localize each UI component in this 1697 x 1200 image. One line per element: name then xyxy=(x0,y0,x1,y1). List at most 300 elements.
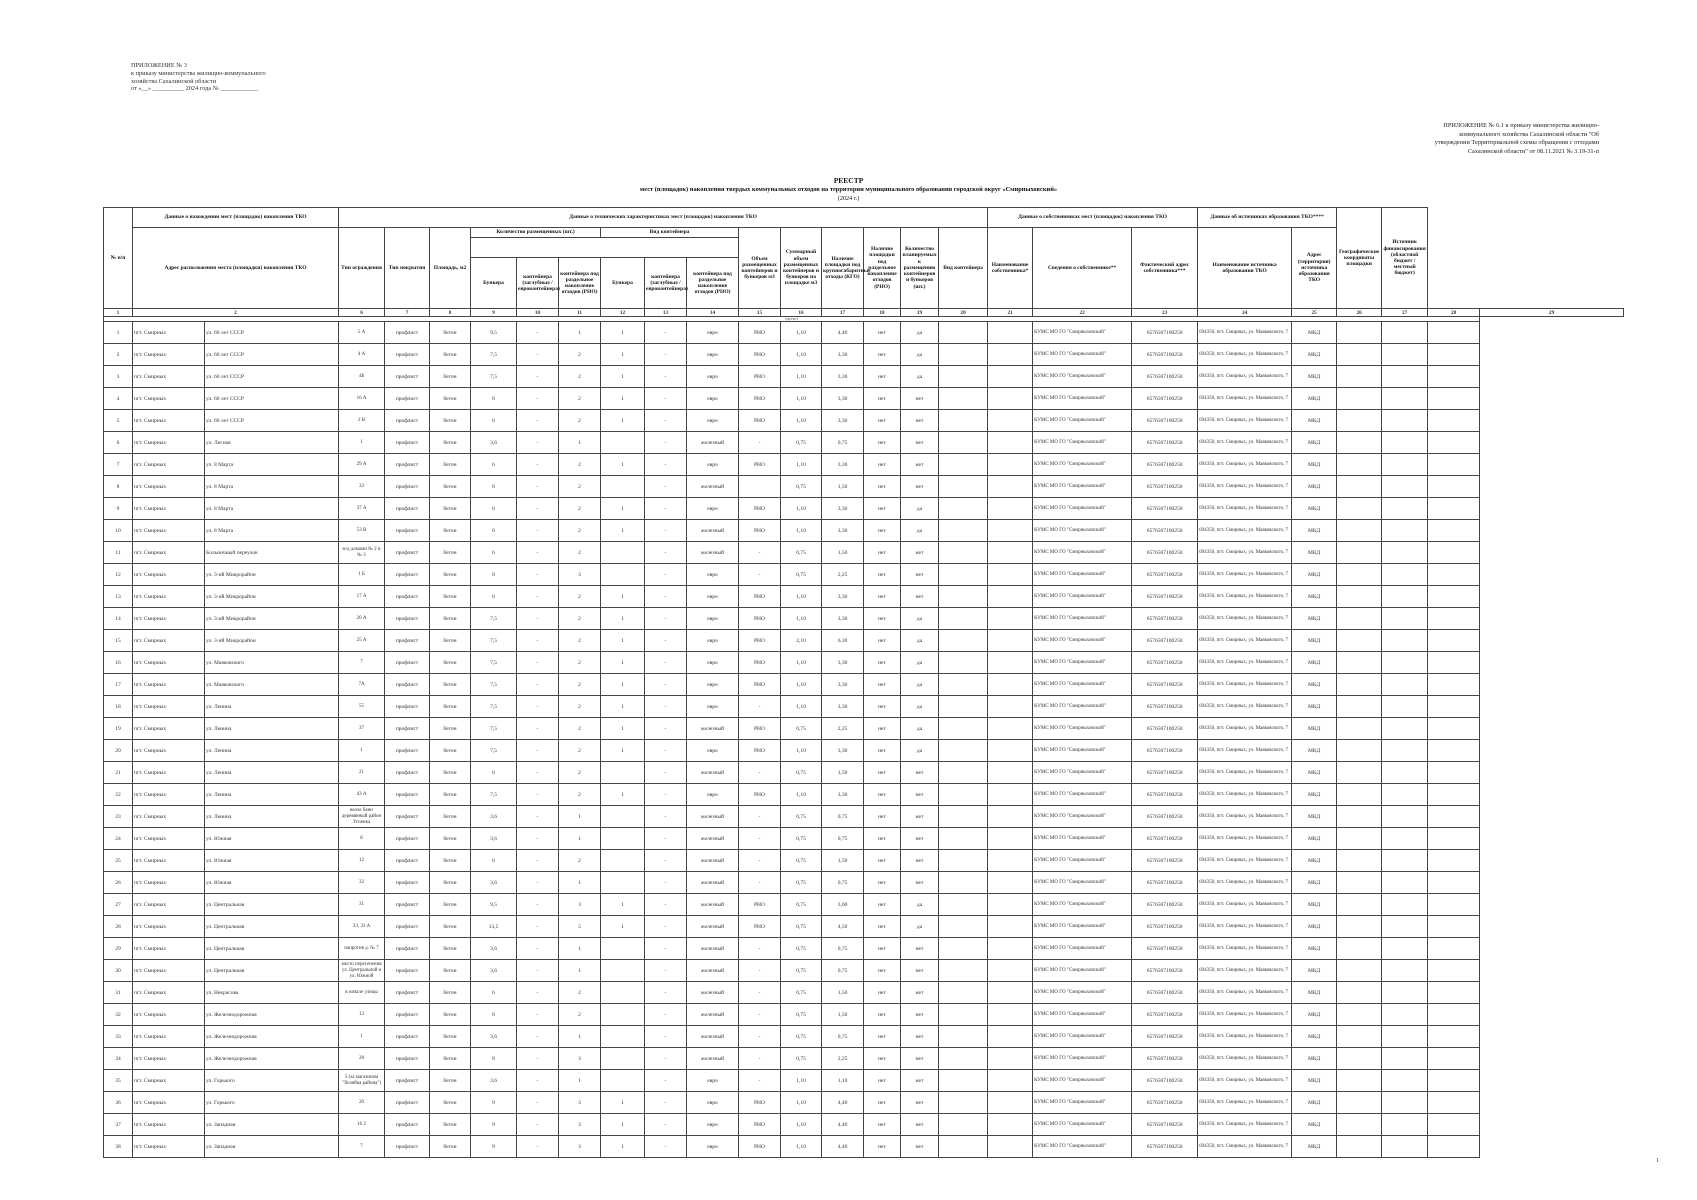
cell-owner-address: 694350, пгт. Смирных, ул. Маяковского, 7 xyxy=(1198,784,1292,806)
cell-source-address xyxy=(1337,608,1382,630)
cell-settlement: пгт. Смирных xyxy=(133,498,205,520)
cell-total-volume: 2,25 xyxy=(822,564,864,586)
cell-containers: 2 xyxy=(559,696,601,718)
cell-bunker: - xyxy=(517,366,559,388)
cell-kind-bunker: - xyxy=(645,432,687,454)
cell-owner-address: 694350, пгт. Смирных, ул. Маяковского, 7 xyxy=(1198,542,1292,564)
cell-bunker: - xyxy=(517,982,559,1004)
cell-street: ул. 3-ий Микрорайон xyxy=(205,608,339,630)
cell-containers-rno: 1 xyxy=(601,410,645,432)
cell-total-volume: 6,30 xyxy=(822,630,864,652)
cell-cover: бетон xyxy=(430,784,471,806)
cell-kind-rno: - xyxy=(739,982,781,1004)
cell-containers-rno xyxy=(601,850,645,872)
cell-source-address xyxy=(1337,410,1382,432)
cell-bunker: - xyxy=(517,718,559,740)
cell-geo xyxy=(1382,1026,1428,1048)
cell-rno-area: да xyxy=(901,520,939,542)
cell-planned-count xyxy=(939,410,988,432)
cell-containers: 2 xyxy=(559,388,601,410)
cell-planned-count xyxy=(939,476,988,498)
cell-planned-count xyxy=(939,828,988,850)
cell-geo xyxy=(1382,564,1428,586)
cell-area: 6 xyxy=(471,982,517,1004)
cell-kind-container: евро xyxy=(687,1092,739,1114)
cell-bunker: - xyxy=(517,630,559,652)
cell-finance xyxy=(1428,542,1480,564)
cell-fence: профлист xyxy=(385,388,430,410)
cell-total-volume: 3,30 xyxy=(822,586,864,608)
cell-containers: 3 xyxy=(559,564,601,586)
cell-planned-count xyxy=(939,344,988,366)
cell-planned-kind xyxy=(988,564,1033,586)
cell-containers: 1 xyxy=(559,1026,601,1048)
cell-rno-area: нет xyxy=(901,1136,939,1158)
cell-geo xyxy=(1382,1114,1428,1136)
cell-kind-rno: - xyxy=(739,806,781,828)
row-number: 24 xyxy=(104,828,133,850)
cell-street: ул. Ленина xyxy=(205,784,339,806)
cell-house: 1 Б xyxy=(339,564,385,586)
cell-kind-bunker: - xyxy=(645,872,687,894)
cell-total-volume: 1,50 xyxy=(822,542,864,564)
cell-rno-area: да xyxy=(901,322,939,344)
column-number: 26 xyxy=(1337,309,1382,317)
cell-owner-info: 6576507100250 xyxy=(1132,982,1198,1004)
cell-total-volume: 0,75 xyxy=(822,872,864,894)
cell-finance xyxy=(1428,696,1480,718)
header-owner-info: Сведения о собственнике** xyxy=(1033,228,1132,309)
cell-fence: профлист xyxy=(385,1136,430,1158)
cell-geo xyxy=(1382,366,1428,388)
cell-containers-rno: 1 xyxy=(601,366,645,388)
cell-source-name: МКД xyxy=(1292,388,1337,410)
cell-finance xyxy=(1428,674,1480,696)
cell-cover: бетон xyxy=(430,740,471,762)
cell-kind-rno: - xyxy=(739,960,781,982)
appendix-line: Сахалинской области" от 08.11.2021 № 3.19-31-п xyxy=(1467,147,1599,155)
cell-planned-kind xyxy=(988,1136,1033,1158)
cell-area: 6 xyxy=(471,520,517,542)
cell-kind-bunker: - xyxy=(645,1070,687,1092)
appendix-line: коммунального хозяйства Сахалинской области "Об xyxy=(1459,130,1599,138)
cell-source-address xyxy=(1337,762,1382,784)
cell-source-address xyxy=(1337,1092,1382,1114)
cell-geo xyxy=(1382,696,1428,718)
cell-kind-rno: - xyxy=(739,872,781,894)
cell-bunker: - xyxy=(517,322,559,344)
table-row xyxy=(104,894,1624,916)
row-number: 25 xyxy=(104,850,133,872)
cell-containers: 2 xyxy=(559,784,601,806)
header-address: Адрес расположения места (площадки) накопления ТКО xyxy=(133,228,339,309)
cell-owner-name: КУМС МО ГО "Смирныховский" xyxy=(1033,1070,1132,1092)
header-containers: контейнера (заглубные / евроконтейнера) xyxy=(517,258,559,309)
row-number: 29 xyxy=(104,938,133,960)
row-number: 9 xyxy=(104,498,133,520)
cell-kind-rno: - xyxy=(739,938,781,960)
cell-settlement: пгт. Смирных xyxy=(133,476,205,498)
cell-source-name: МКД xyxy=(1292,674,1337,696)
table-row xyxy=(104,586,1624,608)
cell-total-volume: 3,30 xyxy=(822,784,864,806)
cell-geo xyxy=(1382,674,1428,696)
header-fence-type: Тип ограждения xyxy=(339,228,385,309)
cell-planned-count xyxy=(939,872,988,894)
cell-fence: профлист xyxy=(385,410,430,432)
header-group-owner: Данные о собственниках мест (площадок) накопления ТКО xyxy=(988,208,1198,228)
cell-containers: 3 xyxy=(559,894,601,916)
column-number: 9 xyxy=(471,309,517,317)
cell-rno-area: нет xyxy=(901,454,939,476)
cell-finance xyxy=(1428,938,1480,960)
cell-source-name: МКД xyxy=(1292,1004,1337,1026)
header-group-sources: Данные об источниках образования ТКО**** xyxy=(1198,208,1337,228)
cell-containers-rno: 1 xyxy=(601,454,645,476)
cell-finance xyxy=(1428,564,1480,586)
cell-planned-kind xyxy=(988,476,1033,498)
table-row xyxy=(104,498,1624,520)
cell-containers-rno: 1 xyxy=(601,674,645,696)
cell-geo xyxy=(1382,410,1428,432)
cell-settlement: пгт. Смирных xyxy=(133,916,205,938)
cell-planned-kind xyxy=(988,806,1033,828)
table-row xyxy=(104,1114,1624,1136)
column-number: 23 xyxy=(1132,309,1198,317)
cell-settlement: пгт. Смирных xyxy=(133,344,205,366)
cell-rno-area: нет xyxy=(901,388,939,410)
table-row xyxy=(104,564,1624,586)
cell-rno-area: да xyxy=(901,674,939,696)
cell-planned-kind xyxy=(988,828,1033,850)
cell-cover: бетон xyxy=(430,454,471,476)
cell-house: 20 xyxy=(339,1092,385,1114)
cell-kind-bunker: - xyxy=(645,608,687,630)
header-group-location: Данные о нахождении мест (площадок) накопления ТКО xyxy=(133,208,339,228)
cell-planned-kind xyxy=(988,696,1033,718)
cell-rno-area: нет xyxy=(901,872,939,894)
cell-owner-name: КУМС МО ГО "Смирныховский" xyxy=(1033,542,1132,564)
cell-finance xyxy=(1428,762,1480,784)
cell-area: 7,5 xyxy=(471,718,517,740)
cell-planned-kind xyxy=(988,960,1033,982)
cell-kgo: нет xyxy=(864,410,901,432)
cell-owner-name: КУМС МО ГО "Смирныховский" xyxy=(1033,894,1132,916)
cell-area: 8 xyxy=(471,564,517,586)
cell-owner-address: 694350, пгт. Смирных, ул. Маяковского, 7 xyxy=(1198,850,1292,872)
cell-area: 6 xyxy=(471,476,517,498)
cell-owner-address: 694350, пгт. Смирных, ул. Маяковского, 7 xyxy=(1198,454,1292,476)
cell-kind-bunker: - xyxy=(645,1048,687,1070)
cell-owner-info: 6576507100250 xyxy=(1132,740,1198,762)
cell-area: 3,6 xyxy=(471,432,517,454)
cell-settlement: пгт. Смирных xyxy=(133,696,205,718)
cell-owner-address: 694350, пгт. Смирных, ул. Маяковского, 7 xyxy=(1198,652,1292,674)
column-number: 1 xyxy=(104,309,133,317)
row-number: 6 xyxy=(104,432,133,454)
cell-street: ул. 8 Марта xyxy=(205,476,339,498)
table-row xyxy=(104,982,1624,1004)
cell-planned-count xyxy=(939,916,988,938)
cell-total-volume: 1,50 xyxy=(822,476,864,498)
cell-planned-count xyxy=(939,388,988,410)
cell-source-name: МКД xyxy=(1292,520,1337,542)
cell-owner-name: КУМС МО ГО "Смирныховский" xyxy=(1033,388,1132,410)
cell-source-name: МКД xyxy=(1292,1048,1337,1070)
column-number: 18 xyxy=(864,309,901,317)
cell-cover: бетон xyxy=(430,850,471,872)
cell-planned-count xyxy=(939,806,988,828)
cell-source-name: МКД xyxy=(1292,608,1337,630)
cell-kgo: нет xyxy=(864,982,901,1004)
cell-kgo: нет xyxy=(864,740,901,762)
cell-kind-bunker: - xyxy=(645,1114,687,1136)
cell-containers-rno xyxy=(601,806,645,828)
cell-planned-count xyxy=(939,1026,988,1048)
cell-source-name: МКД xyxy=(1292,542,1337,564)
cell-house: 7 xyxy=(339,1136,385,1158)
cell-fence: профлист xyxy=(385,938,430,960)
cell-owner-info: 6576507100250 xyxy=(1132,564,1198,586)
cell-total-volume: 0,75 xyxy=(822,1026,864,1048)
cell-planned-kind xyxy=(988,1114,1033,1136)
cell-finance xyxy=(1428,718,1480,740)
cell-cover: бетон xyxy=(430,674,471,696)
cell-rno-area: нет xyxy=(901,938,939,960)
cell-kind-container: железный xyxy=(687,806,739,828)
cell-containers: 2 xyxy=(559,630,601,652)
cell-owner-info: 6576507100250 xyxy=(1132,476,1198,498)
cell-containers-rno: 1 xyxy=(601,344,645,366)
column-number: 16 xyxy=(781,309,822,317)
column-number: 12 xyxy=(601,309,645,317)
cell-volume: 0,75 xyxy=(781,564,822,586)
cell-settlement: пгт. Смирных xyxy=(133,1070,205,1092)
cell-owner-address: 694350, пгт. Смирных, ул. Маяковского, 7 xyxy=(1198,432,1292,454)
cell-cover: бетон xyxy=(430,806,471,828)
header-containers-rno: контейнера под раздельное накопление отходов (РНО) xyxy=(559,258,601,309)
cell-volume: 1,10 xyxy=(781,740,822,762)
cell-planned-count xyxy=(939,432,988,454)
cell-kgo: нет xyxy=(864,388,901,410)
cell-containers-rno: 1 xyxy=(601,894,645,916)
cell-fence: профлист xyxy=(385,476,430,498)
cell-source-address xyxy=(1337,1070,1382,1092)
cell-total-volume: 3,30 xyxy=(822,454,864,476)
column-number: 13 xyxy=(645,309,687,317)
cell-total-volume: 3,30 xyxy=(822,366,864,388)
cell-containers: 3 xyxy=(559,1092,601,1114)
row-number: 11 xyxy=(104,542,133,564)
table-row xyxy=(104,828,1624,850)
table-row xyxy=(104,476,1624,498)
cell-kgo: нет xyxy=(864,894,901,916)
row-number: 17 xyxy=(104,674,133,696)
row-number: 21 xyxy=(104,762,133,784)
cell-planned-count xyxy=(939,1048,988,1070)
cell-kind-bunker: - xyxy=(645,586,687,608)
cell-kgo: нет xyxy=(864,872,901,894)
cell-kind-rno: РНО xyxy=(739,322,781,344)
cell-planned-count xyxy=(939,718,988,740)
cell-geo xyxy=(1382,520,1428,542)
table-row xyxy=(104,388,1624,410)
cell-owner-name: КУМС МО ГО "Смирныховский" xyxy=(1033,586,1132,608)
cell-containers: 2 xyxy=(559,366,601,388)
cell-kind-rno: РНО xyxy=(739,630,781,652)
cell-rno-area: да xyxy=(901,916,939,938)
cell-kind-rno: РНО xyxy=(739,1092,781,1114)
cell-planned-kind xyxy=(988,498,1033,520)
document-title: РЕЕСТР xyxy=(833,176,864,185)
table-row xyxy=(104,1026,1624,1048)
cell-volume: 1,10 xyxy=(781,608,822,630)
cell-planned-count xyxy=(939,322,988,344)
document-year: (2024 г.) xyxy=(837,195,860,202)
cell-containers-rno: 1 xyxy=(601,322,645,344)
cell-owner-info: 6576507100250 xyxy=(1132,366,1198,388)
cell-kind-bunker: - xyxy=(645,564,687,586)
column-number: 20 xyxy=(939,309,988,317)
cell-containers: 2 xyxy=(559,850,601,872)
cell-area: 9 xyxy=(471,1136,517,1158)
table-row xyxy=(104,630,1624,652)
cell-source-address xyxy=(1337,564,1382,586)
cell-volume: 1,10 xyxy=(781,322,822,344)
cell-owner-address: 694350, пгт. Смирных, ул. Маяковского, 7 xyxy=(1198,1004,1292,1026)
cell-settlement: пгт. Смирных xyxy=(133,388,205,410)
cell-planned-count xyxy=(939,454,988,476)
table-row xyxy=(104,1004,1624,1026)
cell-owner-info: 6576507100250 xyxy=(1132,388,1198,410)
cell-source-name: МКД xyxy=(1292,740,1337,762)
cell-kind-container: евро xyxy=(687,410,739,432)
cell-house: 53 В xyxy=(339,520,385,542)
header-source-name: Наименование источника образования ТКО xyxy=(1198,228,1292,309)
row-number: 5 xyxy=(104,410,133,432)
cell-kgo: нет xyxy=(864,542,901,564)
table-row xyxy=(104,608,1624,630)
row-number: 22 xyxy=(104,784,133,806)
cell-containers-rno: 1 xyxy=(601,388,645,410)
cell-owner-address: 694350, пгт. Смирных, ул. Маяковского, 7 xyxy=(1198,740,1292,762)
cell-settlement: пгт. Смирных xyxy=(133,520,205,542)
cell-kind-bunker: - xyxy=(645,366,687,388)
cell-owner-info: 6576507100250 xyxy=(1132,850,1198,872)
cell-planned-kind xyxy=(988,740,1033,762)
cell-planned-kind xyxy=(988,344,1033,366)
header-rno-area: Наличие площадки под раздельное накопление отходов (РНО) xyxy=(864,228,901,309)
cell-bunker: - xyxy=(517,1004,559,1026)
cell-total-volume: 0,75 xyxy=(822,806,864,828)
cell-kind-container: железный xyxy=(687,872,739,894)
cell-source-address xyxy=(1337,432,1382,454)
cell-rno-area: нет xyxy=(901,586,939,608)
cell-total-volume: 3,30 xyxy=(822,388,864,410)
cell-settlement: пгт. Смирных xyxy=(133,1048,205,1070)
cell-house: 12 xyxy=(339,850,385,872)
cell-planned-count xyxy=(939,542,988,564)
cell-street: ул. Западная xyxy=(205,1114,339,1136)
cell-owner-name: КУМС МО ГО "Смирныховский" xyxy=(1033,916,1132,938)
cell-settlement: пгт. Смирных xyxy=(133,982,205,1004)
cell-total-volume: 4,40 xyxy=(822,1114,864,1136)
cell-planned-count xyxy=(939,674,988,696)
cell-owner-name: КУМС МО ГО "Смирныховский" xyxy=(1033,960,1132,982)
cell-street: ул. 3-ий Микрорайон xyxy=(205,630,339,652)
cell-kgo: нет xyxy=(864,498,901,520)
table-row xyxy=(104,872,1624,894)
cell-source-name: МКД xyxy=(1292,432,1337,454)
cell-house: 5 (за магазином "Хозяйка района") xyxy=(339,1070,385,1092)
cell-rno-area: нет xyxy=(901,1048,939,1070)
cell-containers-rno: 1 xyxy=(601,586,645,608)
cell-total-volume: 4,40 xyxy=(822,1092,864,1114)
cell-street: ул. Центральная xyxy=(205,894,339,916)
cell-kind-rno: РНО xyxy=(739,718,781,740)
cell-geo xyxy=(1382,1004,1428,1026)
cell-house: 1 xyxy=(339,432,385,454)
cell-street: ул. Южная xyxy=(205,872,339,894)
cell-source-name: МКД xyxy=(1292,410,1337,432)
cell-kind-bunker: - xyxy=(645,322,687,344)
cell-fence: профлист xyxy=(385,542,430,564)
cell-rno-area: нет xyxy=(901,542,939,564)
cell-kind-container: евро xyxy=(687,564,739,586)
cell-area: 6 xyxy=(471,454,517,476)
cell-kind-container: евро xyxy=(687,696,739,718)
cell-owner-info: 6576507100250 xyxy=(1132,938,1198,960)
cell-area: 6 xyxy=(471,542,517,564)
cell-planned-kind xyxy=(988,630,1033,652)
cell-street: ул. Горького xyxy=(205,1092,339,1114)
cell-kind-bunker: - xyxy=(645,916,687,938)
cell-owner-name: КУМС МО ГО "Смирныховский" xyxy=(1033,828,1132,850)
cell-source-address xyxy=(1337,520,1382,542)
cell-fence: профлист xyxy=(385,960,430,982)
cell-planned-kind xyxy=(988,784,1033,806)
cell-area: 3,6 xyxy=(471,1026,517,1048)
header-kind-group: Вид контейнера xyxy=(601,228,739,238)
cell-geo xyxy=(1382,432,1428,454)
cell-planned-kind xyxy=(988,1048,1033,1070)
cell-settlement: пгт. Смирных xyxy=(133,1114,205,1136)
cell-street: ул. Ленина xyxy=(205,806,339,828)
cell-cover: бетон xyxy=(430,916,471,938)
cell-settlement: пгт. Смирных xyxy=(133,674,205,696)
cell-total-volume: 1,50 xyxy=(822,762,864,784)
cell-bunker: - xyxy=(517,894,559,916)
cell-kind-container: евро xyxy=(687,1136,739,1158)
cell-owner-info: 6576507100250 xyxy=(1132,1114,1198,1136)
header-count-group: Количество размещенных (шт.) xyxy=(471,228,601,238)
cell-source-name: МКД xyxy=(1292,1136,1337,1158)
cell-containers: 2 xyxy=(559,982,601,1004)
cell-fence: профлист xyxy=(385,674,430,696)
cell-area: 6 xyxy=(471,498,517,520)
header-planned-kind: Вид контейнера xyxy=(939,228,988,309)
cell-street: ул. Маяковского xyxy=(205,674,339,696)
cell-fence: профлист xyxy=(385,762,430,784)
cell-geo xyxy=(1382,652,1428,674)
cell-area: 7,5 xyxy=(471,784,517,806)
cell-kind-container: евро xyxy=(687,322,739,344)
row-number: 23 xyxy=(104,806,133,828)
cell-kind-bunker: - xyxy=(645,850,687,872)
cell-fence: профлист xyxy=(385,872,430,894)
cell-owner-address: 694350, пгт. Смирных, ул. Маяковского, 7 xyxy=(1198,982,1292,1004)
column-number: 11 xyxy=(559,309,601,317)
